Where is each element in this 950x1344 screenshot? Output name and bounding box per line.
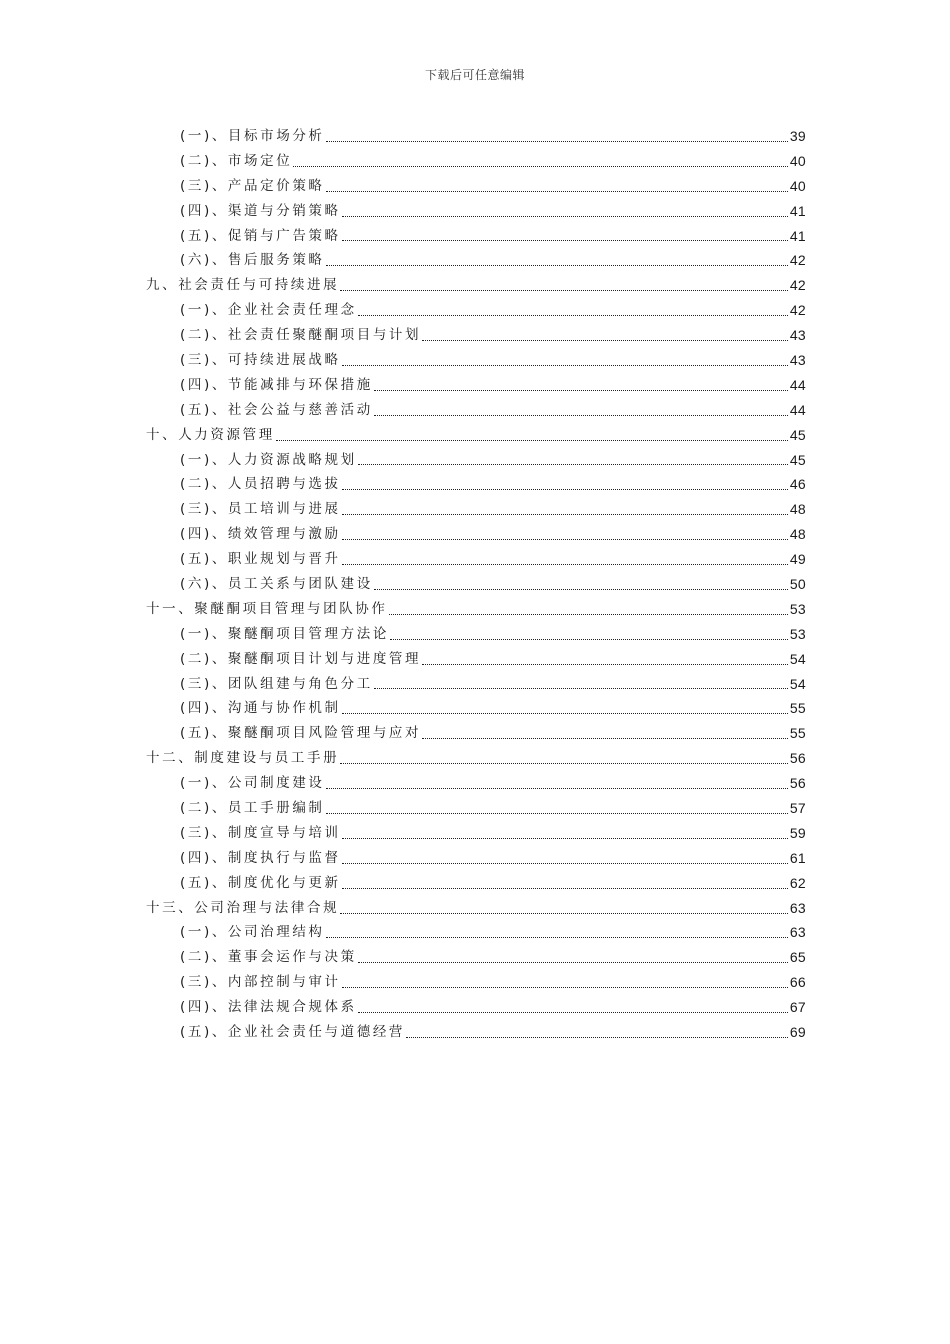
toc-dot-leader [374, 415, 788, 416]
toc-dot-leader [326, 937, 788, 938]
toc-dot-leader [342, 240, 788, 241]
toc-page-number: 45 [789, 451, 806, 468]
toc-page-number: 57 [789, 800, 806, 817]
toc-entry-title: (二)、市场定位 [180, 152, 293, 169]
toc-entry-title: 十二、制度建设与员工手册 [146, 750, 340, 767]
toc-section-entry[interactable] [146, 721, 806, 746]
toc-dot-leader [326, 265, 788, 266]
toc-page-number: 54 [789, 650, 806, 667]
toc-section-entry[interactable] [146, 448, 806, 473]
toc-entry-title: 十一、聚醚酮项目管理与团队协作 [146, 600, 388, 617]
toc-page-number: 53 [789, 625, 806, 642]
toc-page-number: 39 [789, 127, 806, 144]
toc-dot-leader [340, 913, 788, 914]
toc-section-entry[interactable] [146, 771, 806, 796]
toc-dot-leader [342, 216, 788, 217]
toc-page-number: 61 [789, 849, 806, 866]
toc-entry-title: (五)、企业社会责任与道德经营 [180, 1024, 406, 1041]
toc-dot-leader [422, 664, 788, 665]
toc-section-entry[interactable] [146, 1020, 806, 1045]
toc-section-entry[interactable] [146, 248, 806, 273]
toc-page-number: 67 [789, 999, 806, 1016]
toc-dot-leader [390, 639, 788, 640]
toc-dot-leader [342, 713, 788, 714]
toc-entry-title: (三)、制度宣导与培训 [180, 824, 341, 841]
toc-section-entry[interactable] [146, 472, 806, 497]
toc-entry-title: (二)、社会责任聚醚酮项目与计划 [180, 327, 422, 344]
toc-entry-title: (六)、员工关系与团队建设 [180, 576, 373, 593]
toc-section-entry[interactable] [146, 149, 806, 174]
toc-page-number: 45 [789, 426, 806, 443]
toc-dot-leader [340, 763, 788, 764]
toc-page-number: 63 [789, 899, 806, 916]
toc-entry-title: (三)、员工培训与进展 [180, 501, 341, 518]
toc-section-entry[interactable] [146, 921, 806, 946]
toc-dot-leader [342, 514, 788, 515]
toc-dot-leader [326, 141, 788, 142]
toc-section-entry[interactable] [146, 846, 806, 871]
toc-page-number: 40 [789, 177, 806, 194]
toc-section-entry[interactable] [146, 174, 806, 199]
toc-dot-leader [342, 987, 788, 988]
toc-entry-title: (一)、目标市场分析 [180, 127, 325, 144]
toc-dot-leader [406, 1037, 788, 1038]
toc-entry-title: (一)、公司治理结构 [180, 924, 325, 941]
toc-entry-title: (一)、聚醚酮项目管理方法论 [180, 625, 389, 642]
toc-section-entry[interactable] [146, 622, 806, 647]
toc-entry-title: (五)、聚醚酮项目风险管理与应对 [180, 725, 422, 742]
toc-section-entry[interactable] [146, 398, 806, 423]
toc-section-entry[interactable] [146, 298, 806, 323]
toc-section-entry[interactable] [146, 647, 806, 672]
toc-entry-title: (三)、团队组建与角色分工 [180, 675, 373, 692]
toc-section-entry[interactable] [146, 547, 806, 572]
toc-page-number: 55 [789, 725, 806, 742]
toc-dot-leader [342, 365, 788, 366]
toc-entry-title: (二)、员工手册编制 [180, 800, 325, 817]
toc-entry-title: (二)、人员招聘与选拔 [180, 476, 341, 493]
toc-section-entry[interactable] [146, 373, 806, 398]
toc-chapter-entry[interactable] [146, 273, 806, 298]
toc-entry-title: (三)、产品定价策略 [180, 177, 325, 194]
toc-page-number: 54 [789, 675, 806, 692]
toc-dot-leader [326, 813, 788, 814]
toc-page-number: 41 [789, 227, 806, 244]
toc-chapter-entry[interactable] [146, 423, 806, 448]
toc-page-number: 41 [789, 202, 806, 219]
toc-dot-leader [276, 440, 788, 441]
toc-dot-leader [340, 290, 788, 291]
toc-section-entry[interactable] [146, 696, 806, 721]
toc-page-number: 48 [789, 526, 806, 543]
toc-dot-leader [342, 863, 788, 864]
toc-entry-title: (一)、公司制度建设 [180, 775, 325, 792]
toc-page-number: 50 [789, 576, 806, 593]
toc-page-number: 49 [789, 551, 806, 568]
toc-dot-leader [326, 788, 788, 789]
toc-entry-title: (四)、节能减排与环保措施 [180, 376, 373, 393]
toc-dot-leader [389, 614, 788, 615]
toc-page-number: 40 [789, 152, 806, 169]
toc-page-number: 42 [789, 252, 806, 269]
toc-dot-leader [342, 564, 788, 565]
toc-chapter-entry[interactable] [146, 746, 806, 771]
toc-entry-title: 九、社会责任与可持续进展 [146, 277, 340, 294]
toc-page-number: 53 [789, 600, 806, 617]
toc-page-number: 59 [789, 824, 806, 841]
toc-page-number: 69 [789, 1024, 806, 1041]
toc-entry-title: (六)、售后服务策略 [180, 252, 325, 269]
toc-section-entry[interactable] [146, 348, 806, 373]
toc-dot-leader [374, 390, 788, 391]
toc-entry-title: (二)、聚醚酮项目计划与进度管理 [180, 650, 422, 667]
toc-section-entry[interactable] [146, 323, 806, 348]
toc-dot-leader [374, 589, 788, 590]
toc-dot-leader [342, 489, 788, 490]
page-header: 下载后可任意编辑 [424, 68, 525, 82]
toc-entry-title: (四)、渠道与分销策略 [180, 202, 341, 219]
toc-section-entry[interactable] [146, 796, 806, 821]
toc-dot-leader [358, 315, 788, 316]
toc-section-entry[interactable] [146, 224, 806, 249]
toc-entry-title: (五)、社会公益与慈善活动 [180, 401, 373, 418]
toc-section-entry[interactable] [146, 199, 806, 224]
table-of-contents [146, 124, 806, 1045]
toc-entry-title: 十三、公司治理与法律合规 [146, 899, 340, 916]
toc-section-entry[interactable] [146, 672, 806, 697]
toc-section-entry[interactable] [146, 995, 806, 1020]
toc-page-number: 42 [789, 302, 806, 319]
toc-page-number: 65 [789, 949, 806, 966]
toc-page-number: 56 [789, 775, 806, 792]
toc-page-number: 43 [789, 352, 806, 368]
toc-section-entry[interactable] [146, 124, 806, 149]
toc-page-number: 44 [789, 376, 806, 393]
toc-section-entry[interactable] [146, 572, 806, 597]
toc-dot-leader [358, 1012, 788, 1013]
toc-page-number: 62 [789, 874, 806, 891]
toc-entry-title: (五)、促销与广告策略 [180, 227, 341, 244]
toc-section-entry[interactable] [146, 821, 806, 846]
toc-entry-title: (四)、沟通与协作机制 [180, 700, 341, 717]
toc-page-number: 48 [789, 501, 806, 518]
toc-entry-title: (五)、制度优化与更新 [180, 874, 341, 891]
toc-dot-leader [422, 340, 788, 341]
toc-entry-title: (四)、制度执行与监督 [180, 849, 341, 866]
toc-entry-title: (四)、法律法规合规体系 [180, 999, 357, 1016]
toc-page-number: 46 [789, 476, 806, 493]
toc-dot-leader [358, 962, 788, 963]
toc-chapter-entry[interactable] [146, 896, 806, 921]
toc-entry-title: (二)、董事会运作与决策 [180, 949, 357, 966]
toc-dot-leader [342, 838, 788, 839]
toc-page-number: 43 [789, 327, 806, 344]
toc-dot-leader [342, 539, 788, 540]
toc-page-number: 66 [789, 974, 806, 991]
toc-page-number: 63 [789, 924, 806, 941]
toc-entry-title: 十、人力资源管理 [146, 426, 275, 443]
toc-section-entry[interactable] [146, 522, 806, 547]
toc-dot-leader [293, 166, 787, 167]
toc-entry-title: (一)、人力资源战略规划 [180, 451, 357, 468]
toc-entry-title: (四)、绩效管理与激励 [180, 526, 341, 543]
toc-page-number: 44 [789, 401, 806, 418]
toc-dot-leader [358, 464, 788, 465]
toc-entry-title: (三)、内部控制与审计 [180, 974, 341, 991]
toc-entry-title: (一)、企业社会责任理念 [180, 302, 357, 319]
toc-chapter-entry[interactable] [146, 597, 806, 622]
toc-section-entry[interactable] [146, 945, 806, 970]
toc-entry-title: (三)、可持续进展战略 [180, 352, 341, 368]
toc-dot-leader [422, 738, 788, 739]
toc-section-entry[interactable] [146, 970, 806, 995]
toc-dot-leader [374, 688, 788, 689]
toc-page-number: 42 [789, 277, 806, 294]
toc-section-entry[interactable] [146, 497, 806, 522]
toc-dot-leader [342, 888, 788, 889]
toc-dot-leader [326, 191, 788, 192]
toc-page-number: 56 [789, 750, 806, 767]
toc-section-entry[interactable] [146, 871, 806, 896]
toc-entry-title: (五)、职业规划与晋升 [180, 551, 341, 568]
toc-page-number: 55 [789, 700, 806, 717]
